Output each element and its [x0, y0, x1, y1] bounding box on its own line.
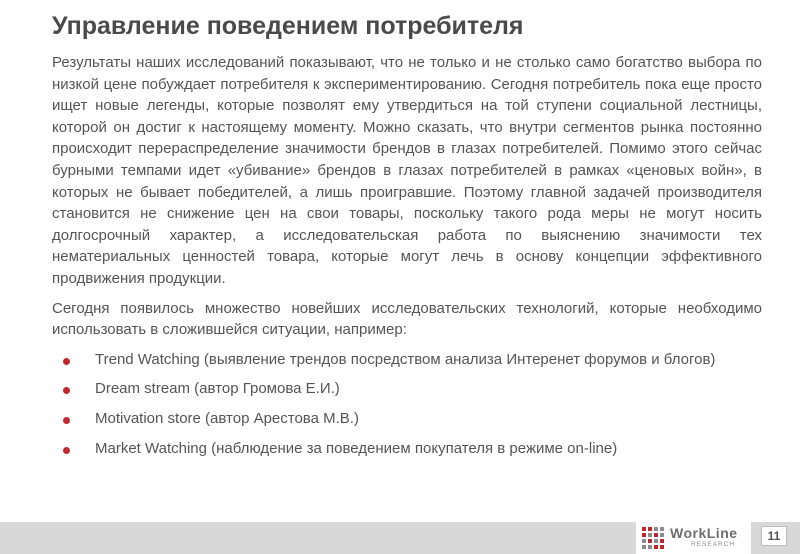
list-item — [52, 438, 762, 460]
body-paragraph-2: Сегодня появилось множество новейших исследовательских технологий, которые необходимо использовать в сложившейся ситуации, например: — [52, 299, 762, 339]
workline-grid-logo-icon — [642, 527, 664, 549]
bullet-icon — [63, 447, 70, 454]
bullet-icon — [63, 358, 70, 365]
logo-sub-text: RESEARCH — [691, 541, 736, 548]
list-item-text: Dream stream (автор Громова Е.И.) — [95, 380, 340, 398]
body-paragraph-1: Результаты наших исследований показывают, что не только и не столько само богатство выбора по низкой цене побуждает потребителя к экспериментированию. Сегодня потребитель пока еще просто ищет новые легенды, которые позволят ему утвердиться на той ступени социальной лестницы, которой он достиг к настоящему моменту. Можно сказать, что внутри сегментов рынка постоянно происходит перераспределение значимости брендов в глазах потребителей. Помимо этого сейчас бурными темпами идет «убивание» брендов в глазах потребителей в рамках «ценовых войн», в которых не бывает победителей, а лишь проигравшие. Поэтому главной задачей производителя становится не снижение цен на свои товары, поскольку такого рода меры не могут носить долгосрочный характер, а исследовательская работа по выяснению значимости тех нематериальных ценностей товара, которые могут лечь в основу концепции эффективного продвижения продукции. — [52, 54, 762, 287]
logo-brand-text: WorkLine — [670, 525, 738, 541]
list-item-text: Market Watching (наблюдение за поведением покупателя в режиме on-line) — [95, 439, 618, 457]
list-item — [52, 349, 762, 371]
list-item-text: Motivation store (автор Арестова М.В.) — [95, 409, 359, 427]
list-item-text: Trend Watching (выявление трендов посредством анализа Интеренет форумов и блогов) — [95, 350, 716, 368]
technology-list — [52, 349, 762, 459]
bullet-icon — [63, 417, 70, 424]
slide-title: Управление поведением потребителя — [52, 12, 524, 40]
list-item — [52, 378, 762, 400]
list-item — [52, 408, 762, 430]
workline-logo — [636, 522, 751, 554]
bullet-icon — [63, 387, 70, 394]
page-number: 11 — [761, 526, 787, 546]
slide-body — [52, 52, 762, 467]
